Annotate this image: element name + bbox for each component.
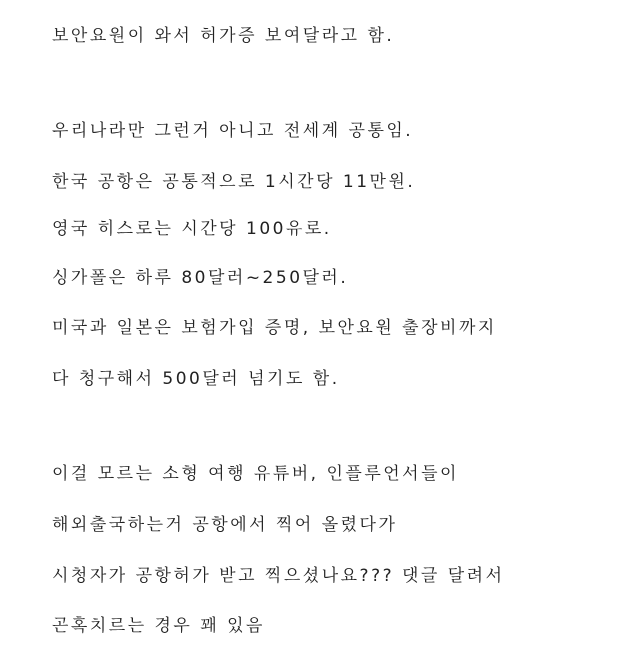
note-line: 다 청구해서 500달러 넘기도 함. (52, 369, 340, 389)
note-line: 우리나라만 그런거 아니고 전세계 공통임. (52, 121, 414, 141)
note-line: 해외출국하는거 공항에서 찍어 올렸다가 (52, 515, 398, 535)
note-line: 영국 히스로는 시간당 100유로. (52, 219, 332, 239)
note-line: 보안요원이 와서 허가증 보여달라고 함. (52, 26, 395, 46)
note-line: 곤혹치르는 경우 꽤 있음 (52, 616, 265, 636)
note-line: 시청자가 공항허가 받고 찍으셨나요??? 댓글 달려서 (52, 566, 505, 586)
note-line: 한국 공항은 공통적으로 1시간당 11만원. (52, 172, 416, 192)
note-line: 싱가폴은 하루 80달러~250달러. (52, 268, 349, 288)
note-line: 미국과 일본은 보험가입 증명, 보안요원 출장비까지 (52, 318, 497, 338)
note-line: 이걸 모르는 소형 여행 유튜버, 인플루언서들이 (52, 464, 459, 484)
